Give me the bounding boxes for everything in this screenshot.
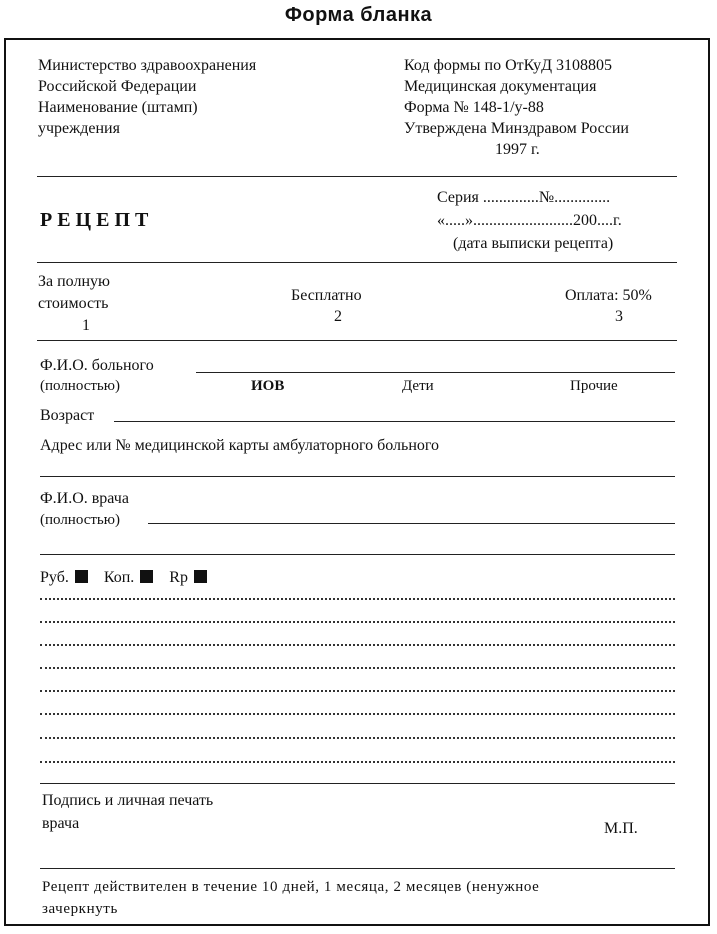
approval-label: Утверждена Минздравом России xyxy=(404,120,629,137)
issue-date-caption: (дата выписки рецепта) xyxy=(453,235,614,252)
address-field[interactable] xyxy=(40,476,675,477)
prescription-line[interactable] xyxy=(40,761,675,763)
patient-full-label: (полностью) xyxy=(40,378,120,394)
approval-year: 1997 г. xyxy=(495,141,540,158)
ministry-line-2: Российской Федерации xyxy=(38,78,197,95)
patient-name-label: Ф.И.О. больного xyxy=(40,357,154,374)
form-number: Форма № 148-1/у-88 xyxy=(404,99,544,116)
age-field[interactable] xyxy=(114,421,675,422)
recipe-title: РЕЦЕПТ xyxy=(40,209,154,231)
institution-stamp-label: Наименование (штамп) xyxy=(38,99,198,116)
prescription-line[interactable] xyxy=(40,644,675,646)
payment-option-1[interactable]: 1 xyxy=(82,317,90,334)
rx-header xyxy=(40,567,207,588)
address-label: Адрес или № медицинской карты амбулаторного больного xyxy=(40,437,440,454)
form-code: Код формы по ОтКуД 3108805 xyxy=(404,57,613,74)
prescription-line[interactable] xyxy=(40,713,675,715)
category-children[interactable]: Дети xyxy=(402,378,434,394)
prescription-line[interactable] xyxy=(40,690,675,692)
signature-field[interactable] xyxy=(40,868,675,869)
divider xyxy=(40,783,675,784)
rub-label: Руб. xyxy=(40,569,69,586)
rp-label: Rp xyxy=(169,569,188,586)
category-iov[interactable]: ИОВ xyxy=(251,378,285,394)
stamp-place-label: М.П. xyxy=(604,820,638,837)
kop-box[interactable] xyxy=(140,570,153,583)
divider xyxy=(40,554,675,555)
signature-label-line1: Подпись и личная печать xyxy=(42,792,214,809)
validity-line1: Рецепт действителен в течение 10 дней, 1 месяца, 2 месяцев (ненужное xyxy=(42,879,540,895)
patient-name-field[interactable] xyxy=(196,372,675,373)
signature-label-line2: врача xyxy=(42,815,80,832)
payment-half-label: Оплата: 50% xyxy=(565,287,652,304)
issue-date-field[interactable]: «.....».........................200....г. xyxy=(437,212,622,229)
payment-option-2[interactable]: 2 xyxy=(334,308,342,325)
payment-option-3[interactable]: 3 xyxy=(615,308,623,325)
rub-box[interactable] xyxy=(75,570,88,583)
page-title: Форма бланка xyxy=(284,4,433,26)
institution-label: учреждения xyxy=(38,120,120,137)
prescription-line[interactable] xyxy=(40,737,675,739)
doctor-name-label: Ф.И.О. врача xyxy=(40,490,129,507)
age-label: Возраст xyxy=(40,407,95,424)
payment-full-line2: стоимость xyxy=(38,295,109,312)
series-number-field[interactable]: Серия ..............№.............. xyxy=(437,189,611,206)
ministry-line-1: Министерство здравоохранения xyxy=(38,57,257,74)
prescription-line[interactable] xyxy=(40,598,675,600)
divider xyxy=(37,262,677,263)
payment-free-label: Бесплатно xyxy=(291,287,362,304)
prescription-line[interactable] xyxy=(40,621,675,623)
rp-box[interactable] xyxy=(194,570,207,583)
divider xyxy=(37,340,677,341)
medical-documentation-label: Медицинская документация xyxy=(404,78,597,95)
doctor-name-field[interactable] xyxy=(148,523,675,524)
doctor-full-label: (полностью) xyxy=(40,512,120,528)
prescription-line[interactable] xyxy=(40,667,675,669)
category-other[interactable]: Прочие xyxy=(570,378,618,394)
divider xyxy=(37,176,677,177)
kop-label: Коп. xyxy=(103,569,135,586)
validity-line2: зачеркнуть xyxy=(42,901,118,917)
payment-full-line1: За полную xyxy=(38,273,110,290)
